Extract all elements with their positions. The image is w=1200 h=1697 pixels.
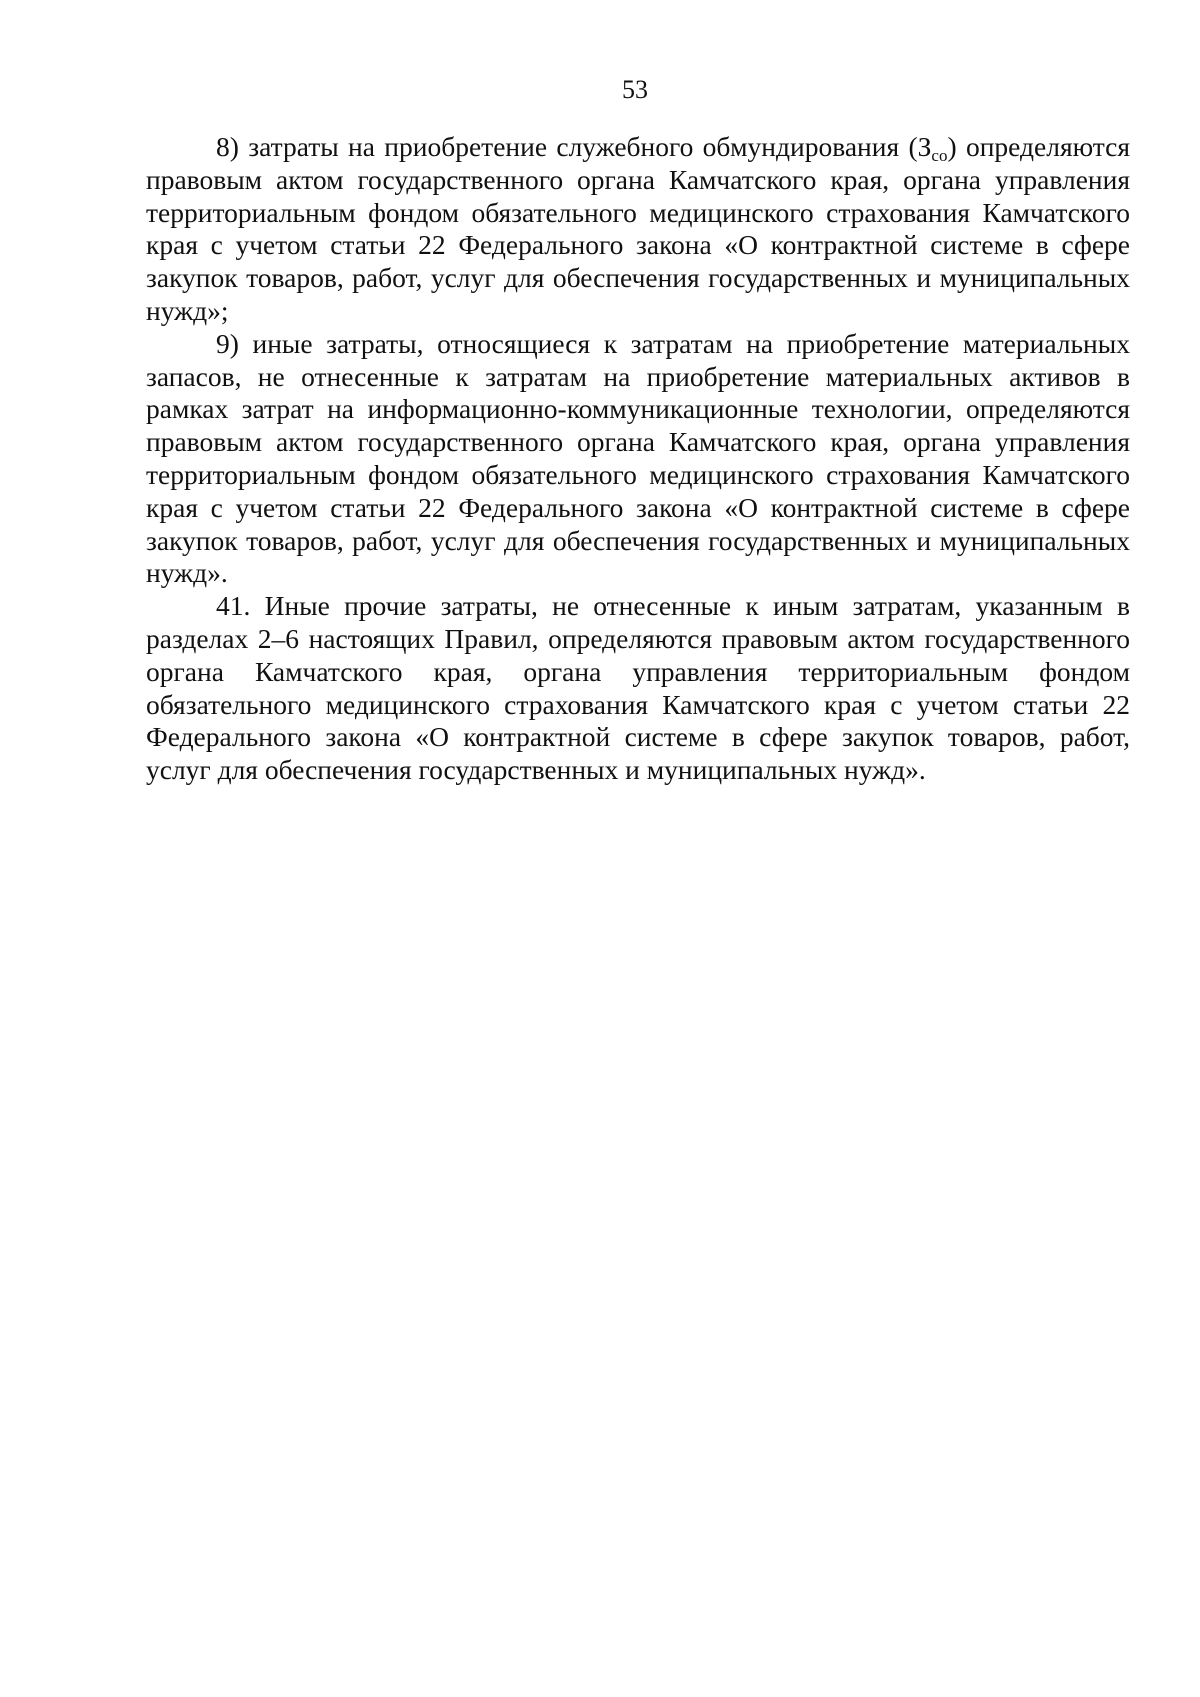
paragraph-section-41: 41. Иные прочие затраты, не отнесенные к иным затратам, указанным в разделах 2–6 настоящих Правил, определяются правовым актом государственного органа Камчатского края, органа управления территориальным фондом обязательного медицинского страхования Камчатского края с учетом статьи 22 Федерального закона «О контрактной системе в сфере закупок товаров, работ, услуг для обеспечения государственных и муниципальных нужд». [146,590,1130,786]
cost-symbol-subscript: со [931,146,948,165]
paragraph-item-8-text-start: 8) затраты на приобретение служебного обмундирования (З [216,131,932,162]
document-body [146,131,1130,787]
paragraph-item-8 [146,131,1130,328]
page-number: 53 [622,75,648,104]
paragraph-item-8-text-end: ) определяются правовым актом государственного органа Камчатского края, органа управления территориальным фондом обязательного медицинского страхования Камчатского края с учетом статьи 22 Федерального закона «О контрактной системе в сфере закупок товаров, работ, услуг для обеспечения государственных и муниципальных нужд»; [146,131,1130,326]
paragraph-item-9: 9) иные затраты, относящиеся к затратам на приобретение материальных запасов, не отнесенные к затратам на приобретение материальных активов в рамках затрат на информационно-коммуникационные технологии, определяются правовым актом государственного органа Камчатского края, органа управления территориальным фондом обязательного медицинского страхования Камчатского края с учетом статьи 22 Федерального закона «О контрактной системе в сфере закупок товаров, работ, услуг для обеспечения государственных и муниципальных нужд». [146,327,1130,589]
